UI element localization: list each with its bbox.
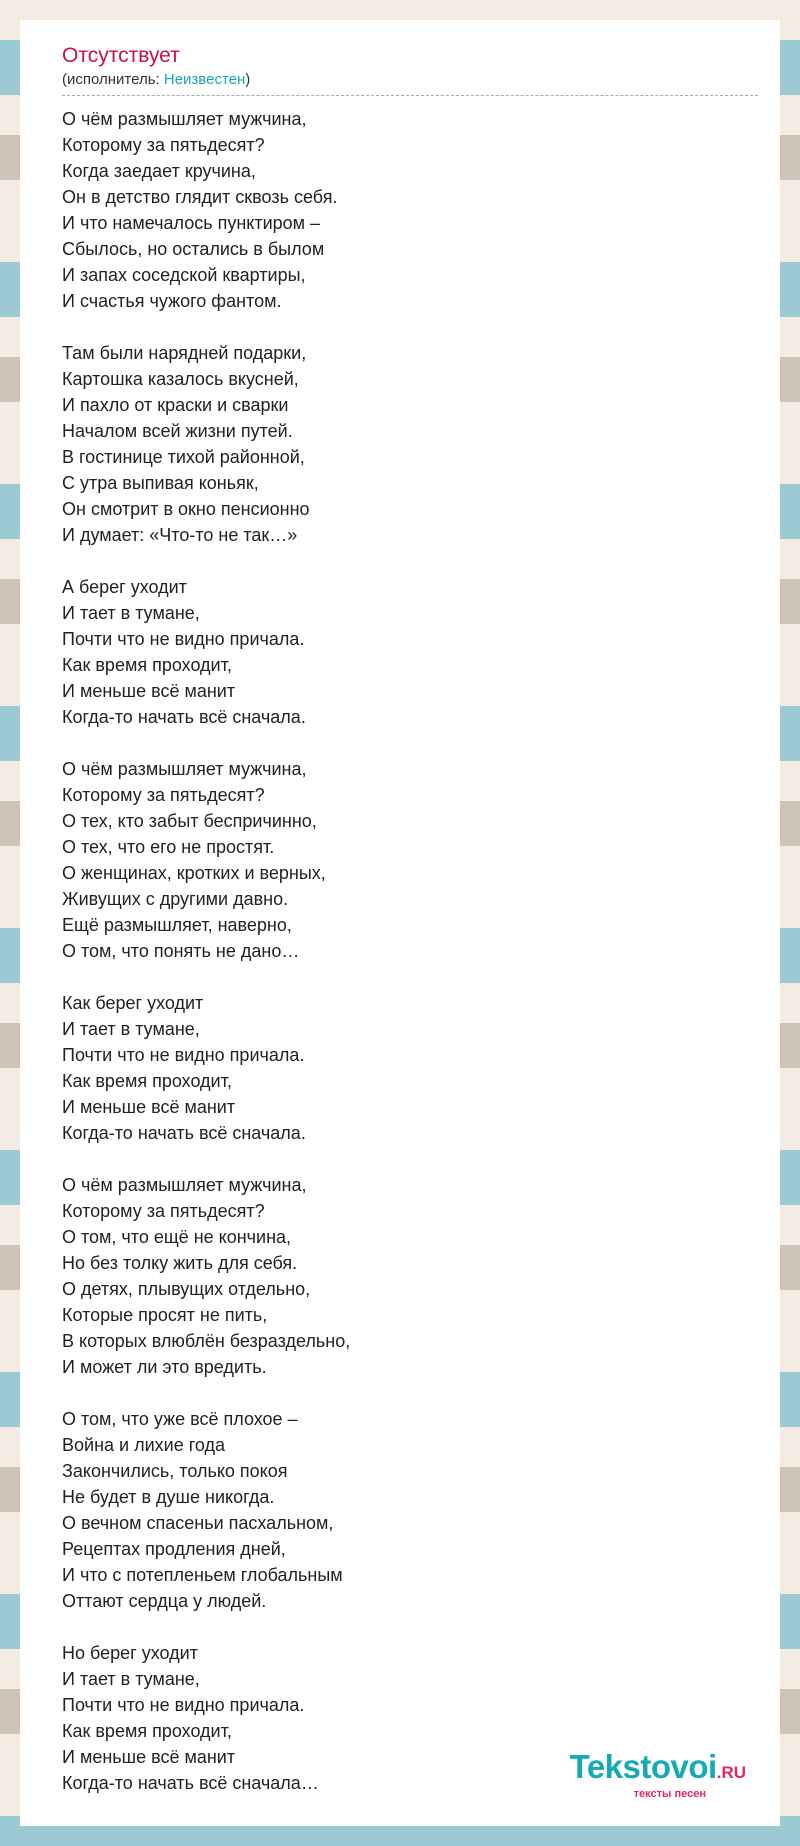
lyric-line: И тает в тумане, — [62, 1019, 200, 1039]
lyrics-text — [62, 106, 758, 1796]
lyric-line: И меньше всё манит — [62, 1747, 236, 1767]
logo-wordmark — [569, 1748, 746, 1789]
lyric-line: Сбылось, но остались в былом — [62, 239, 325, 259]
lyric-line: Как время проходит, — [62, 1071, 232, 1091]
logo-name: Tekstovoi — [569, 1748, 717, 1785]
lyric-line: Как время проходит, — [62, 1721, 232, 1741]
lyric-line: Но без толку жить для себя. — [62, 1253, 298, 1273]
stanza — [62, 340, 758, 548]
stanza — [62, 990, 758, 1146]
stanza — [62, 1406, 758, 1614]
lyric-line: Когда-то начать всё сначала. — [62, 707, 306, 727]
lyric-line: И тает в тумане, — [62, 603, 200, 623]
lyric-line: О чём размышляет мужчина, — [62, 759, 307, 779]
lyric-line: С утра выпивая коньяк, — [62, 473, 259, 493]
lyric-line: Оттают сердца у людей. — [62, 1591, 267, 1611]
lyric-line: Почти что не видно причала. — [62, 1045, 305, 1065]
lyric-line: О детях, плывущих отдельно, — [62, 1279, 311, 1299]
lyric-line: И может ли это вредить. — [62, 1357, 267, 1377]
lyric-line: О том, что понять не дано… — [62, 941, 300, 961]
lyric-line: И пахло от краски и сварки — [62, 395, 289, 415]
lyric-line: Которому за пятьдесят? — [62, 135, 265, 155]
lyric-line: А берег уходит — [62, 577, 187, 597]
artist-prefix: (исполнитель: — [62, 71, 164, 88]
lyric-line: О чём размышляет мужчина, — [62, 1175, 307, 1195]
lyric-line: И меньше всё манит — [62, 681, 236, 701]
lyric-line: Картошка казалось вкусней, — [62, 369, 299, 389]
lyrics-card — [20, 20, 780, 1826]
site-logo[interactable] — [569, 1748, 746, 1800]
song-title: Отсутствует — [62, 44, 180, 67]
lyric-line: Он в детство глядит сквозь себя. — [62, 187, 338, 207]
lyric-line: О чём размышляет мужчина, — [62, 109, 307, 129]
lyric-line: О том, что уже всё плохое – — [62, 1409, 298, 1429]
lyric-line: Когда заедает кручина, — [62, 161, 256, 181]
lyric-line: Которые просят не пить, — [62, 1305, 268, 1325]
lyric-line: Как берег уходит — [62, 993, 204, 1013]
lyric-line: О тех, кто забыт беспричинно, — [62, 811, 317, 831]
lyric-line: Которому за пятьдесят? — [62, 1201, 265, 1221]
lyric-line: Ещё размышляет, наверно, — [62, 915, 292, 935]
lyric-line: О тех, что его не простят. — [62, 837, 275, 857]
stanza — [62, 1172, 758, 1380]
lyric-line: И счастья чужого фантом. — [62, 291, 282, 311]
lyric-line: И запах соседской квартиры, — [62, 265, 306, 285]
lyric-line: Как время проходит, — [62, 655, 232, 675]
lyric-line: Почти что не видно причала. — [62, 1695, 305, 1715]
lyric-line: В гостинице тихой районной, — [62, 447, 305, 467]
stanza — [62, 574, 758, 730]
lyric-line: Он смотрит в окно пенсионно — [62, 499, 310, 519]
lyric-line: О женщинах, кротких и верных, — [62, 863, 326, 883]
lyric-line: Живущих с другими давно. — [62, 889, 289, 909]
lyric-line: Там были нарядней подарки, — [62, 343, 307, 363]
lyric-line: О вечном спасеньи пасхальном, — [62, 1513, 334, 1533]
lyric-line: Но берег уходит — [62, 1643, 198, 1663]
artist-line — [62, 71, 758, 96]
lyric-line: О том, что ещё не кончина, — [62, 1227, 292, 1247]
stanza — [62, 106, 758, 314]
logo-tld: .RU — [716, 1763, 746, 1782]
lyric-line: Когда-то начать всё сначала… — [62, 1773, 319, 1793]
lyric-line: Которому за пятьдесят? — [62, 785, 265, 805]
artist-link[interactable]: Неизвестен — [163, 71, 246, 88]
lyric-line: И тает в тумане, — [62, 1669, 200, 1689]
lyric-line: Началом всей жизни путей. — [62, 421, 293, 441]
artist-suffix: ) — [245, 71, 251, 88]
lyric-line: И меньше всё манит — [62, 1097, 236, 1117]
lyric-line: И что с потепленьем глобальным — [62, 1565, 343, 1585]
lyric-line: Когда-то начать всё сначала. — [62, 1123, 306, 1143]
lyric-line: И что намечалось пунктиром – — [62, 213, 321, 233]
lyric-line: Не будет в душе никогда. — [62, 1487, 275, 1507]
lyric-line: Война и лихие года — [62, 1435, 226, 1455]
lyric-line: В которых влюблён безраздельно, — [62, 1331, 351, 1351]
lyric-line: Рецептах продления дней, — [62, 1539, 286, 1559]
lyric-line: Закончились, только покоя — [62, 1461, 288, 1481]
logo-tagline: тексты песен — [633, 1788, 706, 1800]
lyric-line: Почти что не видно причала. — [62, 629, 305, 649]
lyric-line: И думает: «Что-то не так…» — [62, 525, 298, 545]
stanza — [62, 756, 758, 964]
